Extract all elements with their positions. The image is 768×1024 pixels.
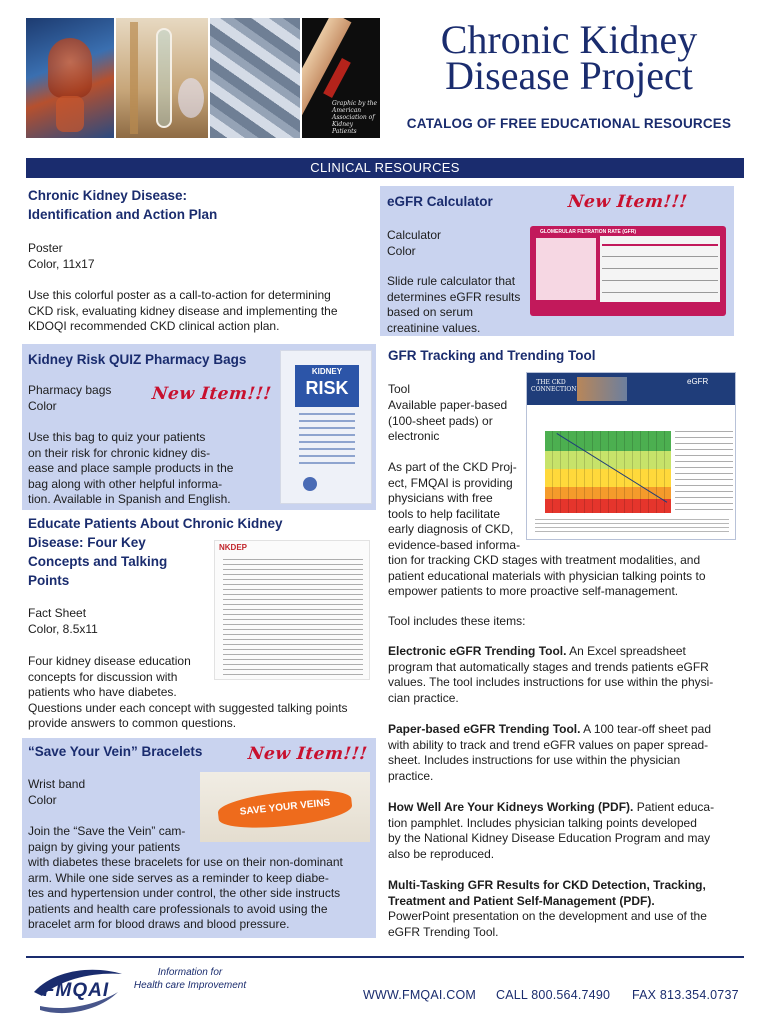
item-desc-gfr-tool: As part of the CKD Proj- ect, FMQAI is providing physicians with free tools to help facilitate early diagnosis of CKD, evidence-based informa- tion for tracking CKD stages with treatment modalities, and patient educational materials with physician talking points to empower patients to more proactive self-management. (388, 460, 706, 598)
item-desc-four-concepts: Four kidney disease education concepts for discussion with patients who have diabetes. Questions under each concept with suggested talking points provide answers to common questions. (28, 654, 348, 730)
fact-sheet-image (214, 540, 370, 680)
item-desc-egfr-calculator: Slide rule calculator that determines eGFR results based on serum creatinine values. (387, 274, 521, 335)
gfr-tool-includes-label: Tool includes these items: (388, 614, 526, 628)
header-photo-pills (210, 18, 300, 138)
egfr-calculator-image (530, 226, 726, 316)
item-title-egfr-calculator: eGFR Calculator (387, 194, 493, 209)
item-format-gfr-tool: Tool (388, 382, 411, 396)
item-desc-ckd-poster: Use this colorful poster as a call-to-action for determining CKD risk, evaluating kidney disease and implementing the KDOQI recommended CKD clinical action plan. (28, 288, 338, 333)
new-item-label-risk-quiz: New Item!!! (150, 384, 273, 404)
footer-website-link[interactable]: WWW.FMQAI.COM (363, 988, 476, 1002)
item-title-risk-quiz: Kidney Risk QUIZ Pharmacy Bags (28, 352, 247, 367)
item-title-gfr-tool: GFR Tracking and Trending Tool (388, 348, 596, 363)
footer-divider (26, 956, 744, 958)
item-title-four-concepts: Educate Patients About Chronic Kidney Disease: Four Key Concepts and Talking Points (28, 516, 283, 588)
item-color-egfr-calculator: Color (387, 244, 416, 258)
item-color-four-concepts: Color, 8.5x11 (28, 622, 98, 636)
item-avail-gfr-tool: Available paper-based (100-sheet pads) or electronic (388, 398, 508, 443)
egfr-calculator-header-text: GLOMERULAR FILTRATION RATE (GFR) (540, 229, 637, 235)
ckd-connection-brand: THE CKD CONNECTION (531, 379, 577, 393)
item-format-egfr-calculator: Calculator (387, 228, 442, 242)
fmqai-logo-text: FMQAI (42, 980, 110, 1001)
item-desc-risk-quiz: Use this bag to quiz your patients on their risk for chronic kidney dis- ease and place sample products in the bag along with other helpful informa- tion. Available in Spanish and English. (28, 430, 234, 506)
header-photo-labware (116, 18, 208, 138)
item-format-four-concepts: Fact Sheet (28, 606, 87, 620)
fmqai-logo (26, 962, 126, 1018)
item-format-ckd-poster: Poster (28, 241, 63, 255)
footer-phone: CALL 800.564.7490 (496, 988, 611, 1002)
gfr-subitem-electronic: Electronic eGFR Trending Tool. An Excel spreadsheet program that automatically stages and trends patients eGFR values. The tool includes instructions for use within the physi- cian practice. (388, 644, 714, 705)
item-format-save-vein: Wrist band (28, 777, 86, 791)
pharmacy-bag-word-risk: RISK (305, 378, 349, 398)
gfr-subitem-paper: Paper-based eGFR Trending Tool. A 100 tear-off sheet pad with ability to track and trend eGFR values on paper spread- sheet. Includes instructions for use within the physician practice. (388, 722, 712, 783)
pharmacy-bag-word-kidney: KIDNEY (311, 367, 343, 376)
gfr-tool-image (526, 372, 736, 540)
bracelet-image (200, 772, 370, 842)
pharmacy-bag-image (280, 350, 372, 504)
item-color-save-vein: Color (28, 793, 57, 807)
section-header-clinical-resources: CLINICAL RESOURCES (26, 158, 744, 178)
nkdep-logo: NKDEP (219, 543, 248, 552)
item-title-ckd-poster: Chronic Kidney Disease: Identification and Action Plan (28, 188, 218, 222)
new-item-label-save-vein: New Item!!! (246, 744, 369, 764)
header-photo-arm (302, 18, 380, 138)
bracelet-text: SAVE YOUR VEINS (239, 797, 331, 818)
page-title: Chronic Kidney Disease Project (440, 17, 698, 98)
page-subtitle: CATALOG OF FREE EDUCATIONAL RESOURCES (406, 116, 732, 131)
item-title-save-vein: “Save Your Vein” Bracelets (28, 744, 203, 759)
gfr-subitem-pamphlet: How Well Are Your Kidneys Working (PDF). Patient educa- tion pamphlet. Includes physician talking points developed by the National Kidney Disease Education Program and may also be reproduced. (388, 800, 715, 861)
header-photo-anatomy (26, 18, 114, 138)
egfr-label: eGFR (687, 377, 709, 386)
header-image-caption: Graphic by the American Association of Kidney Patients (332, 100, 378, 135)
item-format-risk-quiz: Pharmacy bags (28, 383, 112, 397)
footer-fax: FAX 813.354.0737 (632, 988, 739, 1002)
new-item-label-egfr: New Item!!! (566, 192, 689, 212)
gfr-subitem-powerpoint: Multi-Tasking GFR Results for CKD Detection, Tracking, Treatment and Patient Self-Management (PDF). PowerPoint presentation on the development and use of the eGFR Trending Tool. (388, 878, 707, 939)
item-desc-save-vein: Join the “Save the Vein” cam- paign by giving your patients with diabetes these bracelets for use on their non-dominant arm. While one side serves as a reminder to keep diabe- tes and hypertension under control, the other side instructs patients and health care professionals to avoid using the bracelet arm for blood draws and blood pressure. (28, 824, 343, 931)
item-color-ckd-poster: Color, 11x17 (28, 257, 95, 271)
item-color-risk-quiz: Color (28, 399, 57, 413)
footer-tagline: Information for Health care Improvement (133, 967, 247, 991)
